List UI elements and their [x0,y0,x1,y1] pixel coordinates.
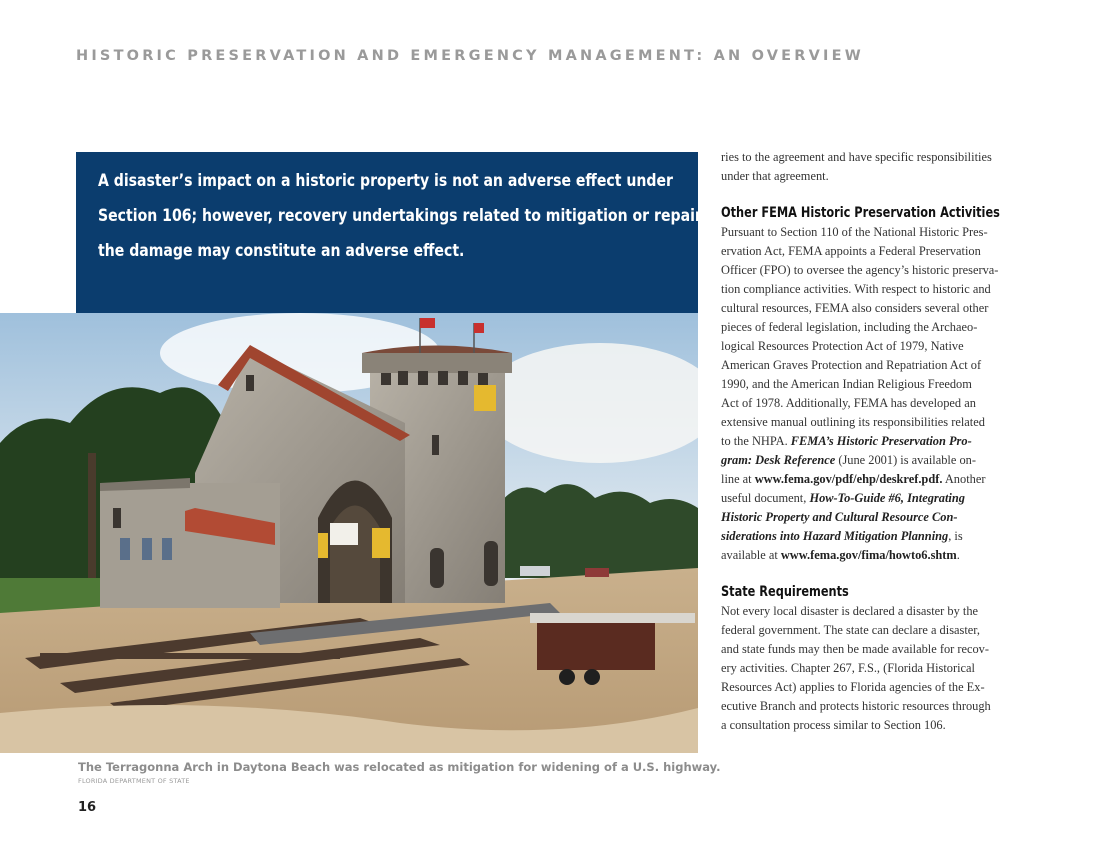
how-to-guide-title: siderations into Hazard Mitigation Planning [721,529,949,543]
text-line [721,546,1021,565]
desk-reference-title: gram: Desk Reference [721,453,836,467]
desk-reference-title: FEMA’s Historic Preservation Pro- [790,434,972,448]
text-run: to the NHPA. [721,434,791,448]
pull-quote-line: Section 106; however, recovery undertakings related to mitigation or repairing [98,206,727,226]
text-line: Pursuant to Section 110 of the National Historic Pres- [721,225,988,239]
text-line: American Graves Protection and Repatriation Act of [721,358,982,372]
deskref-url-link[interactable]: www.fema.gov/pdf/ehp/deskref.pdf. [754,472,943,486]
text-run: line at [721,472,755,486]
text-run: available at [721,548,781,562]
running-head: HISTORIC PRESERVATION AND EMERGENCY MANAGEMENT: AN OVERVIEW [76,48,864,64]
text-run: , is [948,529,963,543]
pull-quote [76,152,727,313]
state-paragraph [721,602,1021,735]
intro-paragraph [721,148,1021,186]
pull-quote-line: the damage may constitute an adverse effect. [98,241,465,261]
text-run: . [956,548,960,562]
text-line: Officer (FPO) to oversee the agency’s historic preserva- [721,263,999,277]
photo-credit: FLORIDA DEPARTMENT OF STATE [78,777,190,785]
section-heading-fema: Other FEMA Historic Preservation Activities [721,205,1000,221]
text-line: ervation Act, FEMA appoints a Federal Preservation [721,244,981,258]
text-line: pieces of federal legislation, including the Archaeo- [721,320,978,334]
text-line: cultural resources, FEMA also considers several other [721,301,989,315]
body-column [721,148,1021,735]
text-line: Resources Act) applies to Florida agencies of the Ex- [721,680,985,694]
text-run: useful document, [721,491,810,505]
page-number: 16 [78,800,97,815]
text-line: under that agreement. [721,169,829,183]
text-line [721,489,1021,508]
text-line: ery activities. Chapter 267, F.S., (Florida Historical [721,661,976,675]
text-line: tion compliance activities. With respect to historic and [721,282,991,296]
text-line: and state funds may then be made available for recov- [721,642,990,656]
text-line: extensive manual outlining its responsibilities related [721,415,985,429]
how-to-guide-title: How-To-Guide #6, Integrating [809,491,965,505]
text-line: ecutive Branch and protects historic resources through [721,699,991,713]
text-line: federal government. The state can declare a disaster, [721,623,981,637]
text-line: a consultation process similar to Section 106. [721,718,946,732]
text-run: Another [942,472,986,486]
text-line [721,527,1021,546]
fema-paragraph [721,223,1021,565]
pull-quote-line: A disaster’s impact on a historic property is not an adverse effect under [98,171,673,191]
terragonna-arch-photo [0,313,698,753]
text-line [721,432,1021,451]
text-run: (June 2001) is available on- [835,453,976,467]
text-line: logical Resources Protection Act of 1979, Native [721,339,964,353]
photo-caption: The Terragonna Arch in Daytona Beach was relocated as mitigation for widening of a U.S. highway. [78,760,721,774]
text-line: Not every local disaster is declared a disaster by the [721,604,979,618]
how-to-guide-title: Historic Property and Cultural Resource Con- [721,510,958,524]
text-line: ries to the agreement and have specific responsibilities [721,150,992,164]
text-line [721,451,1021,470]
text-line [721,470,1021,489]
text-line: 1990, and the American Indian Religious Freedom [721,377,972,391]
text-line: Act of 1978. Additionally, FEMA has developed an [721,396,976,410]
howto6-url-link[interactable]: www.fema.gov/fima/howto6.shtm [780,548,957,562]
section-heading-state: State Requirements [721,584,849,600]
